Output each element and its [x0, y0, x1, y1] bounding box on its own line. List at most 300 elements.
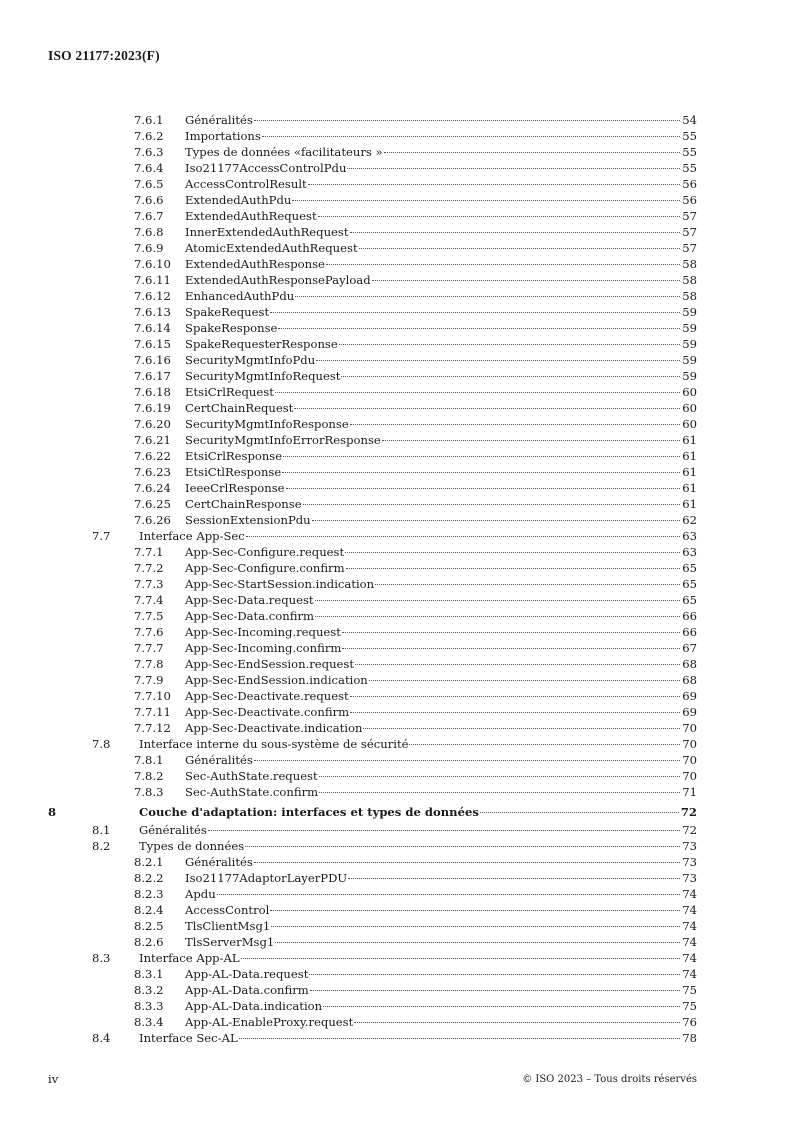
toc-entry-title: App-Sec-Deactivate.request	[185, 689, 349, 703]
dot-leader	[318, 216, 681, 217]
toc-entry-line	[139, 822, 697, 838]
toc-entry-number: 8.3.2	[134, 983, 164, 997]
toc-entry-title: Généralités	[185, 855, 253, 869]
toc-entry-title: AccessControl	[185, 903, 270, 917]
toc-entry-page: 55	[682, 129, 697, 143]
toc-entry-page: 72	[680, 805, 697, 819]
toc-entry-title: CertChainRequest	[185, 401, 294, 415]
toc-entry-title: App-Sec-StartSession.indication	[185, 577, 375, 591]
toc-entry[interactable]	[0, 352, 793, 368]
toc-entry-title: Interface Sec-AL	[139, 1031, 238, 1045]
toc-entry-title: TlsClientMsg1	[185, 919, 271, 933]
toc-entry-title: App-Sec-Deactivate.indication	[185, 721, 363, 735]
dot-leader	[254, 760, 680, 761]
toc-entry-line	[185, 240, 697, 256]
toc-entry-line	[185, 320, 697, 336]
dot-leader	[286, 488, 681, 489]
toc-entry-title: App-AL-Data.request	[185, 967, 309, 981]
dot-leader	[341, 376, 680, 377]
toc-entry[interactable]	[0, 672, 793, 688]
toc-entry-title: Couche d'adaptation: interfaces et types de données	[139, 805, 479, 819]
toc-entry[interactable]	[0, 400, 793, 416]
toc-entry-number: 7.6.5	[134, 177, 164, 191]
toc-entry-number: 8.3.4	[134, 1015, 164, 1029]
dot-leader	[350, 232, 681, 233]
toc-entry-number: 8.3	[92, 951, 111, 965]
dot-leader	[319, 792, 680, 793]
toc-entry[interactable]	[0, 902, 793, 918]
toc-entry-line	[185, 272, 697, 288]
toc-entry[interactable]	[0, 1014, 793, 1030]
toc-entry[interactable]	[0, 640, 793, 656]
toc-entry-line	[185, 624, 697, 640]
toc-entry-title: ExtendedAuthResponsePayload	[185, 273, 371, 287]
toc-entry-page: 55	[682, 161, 697, 175]
toc-entry-line	[185, 870, 697, 886]
toc-entry[interactable]	[0, 656, 793, 672]
toc-entry[interactable]	[0, 720, 793, 736]
dot-leader	[292, 200, 680, 201]
toc-entry[interactable]	[0, 822, 793, 838]
toc-entry-number: 7.6.7	[134, 209, 164, 223]
dot-leader	[323, 1006, 680, 1007]
toc-entry-line	[185, 640, 697, 656]
toc-entry-number: 7.6.2	[134, 129, 164, 143]
toc-entry-line	[185, 176, 697, 192]
dot-leader	[480, 812, 679, 813]
toc-entry-line	[185, 1014, 697, 1030]
dot-leader	[310, 990, 680, 991]
toc-entry[interactable]	[0, 320, 793, 336]
dot-leader	[342, 648, 680, 649]
toc-entry-title: SecurityMgmtInfoResponse	[185, 417, 349, 431]
toc-entry-title: Iso21177AdaptorLayerPDU	[185, 871, 348, 885]
toc-entry-number: 7.6.20	[134, 417, 171, 431]
toc-entry-line	[185, 416, 697, 432]
toc-entry-page: 54	[682, 113, 697, 127]
toc-entry-line	[185, 784, 697, 800]
toc-entry-title: App-AL-Data.indication	[185, 999, 323, 1013]
toc-entry[interactable]	[0, 192, 793, 208]
toc-entry-page: 67	[682, 641, 697, 655]
toc-entry-title: App-Sec-Data.confirm	[185, 609, 315, 623]
toc-entry-number: 7.6.6	[134, 193, 164, 207]
dot-leader	[308, 184, 681, 185]
toc-entry-page: 70	[682, 753, 697, 767]
toc-entry-page: 74	[682, 951, 697, 965]
toc-entry-page: 68	[682, 657, 697, 671]
toc-entry-title: Généralités	[185, 113, 253, 127]
toc-entry-number: 7.6.17	[134, 369, 171, 383]
dot-leader	[363, 728, 680, 729]
toc-entry-number: 8.3.3	[134, 999, 164, 1013]
toc-entry-title: AtomicExtendedAuthRequest	[185, 241, 358, 255]
toc-entry-number: 7.6.9	[134, 241, 164, 255]
toc-entry[interactable]	[0, 608, 793, 624]
toc-entry-line	[185, 368, 697, 384]
dot-leader	[339, 344, 681, 345]
toc-entry-page: 59	[682, 305, 697, 319]
toc-entry[interactable]	[0, 1030, 793, 1046]
toc-entry-page: 76	[682, 1015, 697, 1029]
toc-entry[interactable]	[0, 256, 793, 272]
toc-entry-page: 60	[682, 385, 697, 399]
toc-entry-number: 7.7.5	[134, 609, 164, 623]
toc-entry[interactable]	[0, 368, 793, 384]
toc-entry-title: CertChainResponse	[185, 497, 302, 511]
toc-entry-number: 8.1	[92, 823, 111, 837]
toc-entry[interactable]	[0, 704, 793, 720]
dot-leader	[246, 536, 680, 537]
toc-entry-title: IeeeCrlResponse	[185, 481, 285, 495]
toc-entry-number: 7.6.24	[134, 481, 171, 495]
toc-entry-page: 55	[682, 145, 697, 159]
toc-entry-number: 7.6.22	[134, 449, 171, 463]
toc-entry[interactable]	[0, 144, 793, 160]
toc-entry-number: 8.2.2	[134, 871, 164, 885]
toc-entry[interactable]	[0, 736, 793, 752]
toc-entry[interactable]	[0, 464, 793, 480]
toc-entry[interactable]	[0, 528, 793, 544]
toc-entry[interactable]	[0, 480, 793, 496]
dot-leader	[262, 136, 680, 137]
toc-entry-number: 7.6.14	[134, 321, 171, 335]
toc-entry-number: 7.6.16	[134, 353, 171, 367]
toc-entry-line	[185, 208, 697, 224]
toc-entry-line	[185, 512, 697, 528]
toc-entry-title: App-Sec-EndSession.indication	[185, 673, 368, 687]
toc-entry-number: 7.7.10	[134, 689, 171, 703]
dot-leader	[283, 456, 680, 457]
toc-entry-title: Généralités	[185, 753, 253, 767]
toc-entry[interactable]	[0, 112, 793, 128]
toc-entry-title: Types de données	[139, 839, 245, 853]
toc-entry-title: SpakeRequesterResponse	[185, 337, 338, 351]
toc-entry[interactable]	[0, 934, 793, 950]
dot-leader	[239, 1038, 681, 1039]
toc-entry-page: 73	[682, 855, 697, 869]
dot-leader	[303, 504, 681, 505]
toc-entry-line	[185, 886, 697, 902]
toc-entry[interactable]	[0, 336, 793, 352]
toc-entry-title: App-Sec-Configure.request	[185, 545, 345, 559]
toc-entry-title: Interface App-Sec	[139, 529, 245, 543]
toc-entry[interactable]	[0, 624, 793, 640]
toc-entry[interactable]	[0, 998, 793, 1014]
dot-leader	[350, 712, 680, 713]
toc-entry-number: 7.6.3	[134, 145, 164, 159]
toc-entry-title: EtsiCtlResponse	[185, 465, 282, 479]
dot-leader	[409, 744, 680, 745]
toc-entry-number: 7.6.4	[134, 161, 164, 175]
toc-entry-line	[185, 352, 697, 368]
toc-entry-page: 56	[682, 193, 697, 207]
toc-entry[interactable]	[0, 416, 793, 432]
toc-entry-title: EtsiCrlResponse	[185, 449, 283, 463]
toc-entry-page: 74	[682, 887, 697, 901]
toc-entry-line	[185, 464, 697, 480]
toc-entry-title: EnhancedAuthPdu	[185, 289, 295, 303]
toc-entry-page: 58	[682, 273, 697, 287]
toc-entry-page: 75	[682, 999, 697, 1013]
toc-entry[interactable]	[0, 160, 793, 176]
toc-entry-line	[185, 934, 697, 950]
toc-entry-line	[185, 384, 697, 400]
toc-entry-title: Sec-AuthState.confirm	[185, 785, 319, 799]
toc-entry[interactable]	[0, 982, 793, 998]
toc-entry[interactable]	[0, 886, 793, 902]
toc-entry[interactable]	[0, 784, 793, 800]
toc-entry-number: 7.8.2	[134, 769, 164, 783]
toc-entry[interactable]	[0, 752, 793, 768]
toc-entry-page: 74	[682, 919, 697, 933]
dot-leader	[382, 440, 680, 441]
toc-entry-number: 7.6.11	[134, 273, 171, 287]
toc-entry-number: 7.7.7	[134, 641, 164, 655]
toc-entry-line	[185, 224, 697, 240]
toc-entry-title: App-Sec-Configure.confirm	[185, 561, 345, 575]
toc-entry[interactable]	[0, 432, 793, 448]
page-number: iv	[48, 1072, 59, 1086]
toc-entry-page: 73	[682, 871, 697, 885]
toc-entry-title: App-Sec-Data.request	[185, 593, 314, 607]
toc-entry-page: 58	[682, 289, 697, 303]
toc-entry-page: 61	[682, 497, 697, 511]
toc-entry[interactable]	[0, 240, 793, 256]
toc-entry[interactable]	[0, 176, 793, 192]
toc-entry-line	[185, 982, 697, 998]
toc-entry[interactable]	[0, 496, 793, 512]
toc-entry-number: 7.8	[92, 737, 111, 751]
toc-entry-page: 56	[682, 177, 697, 191]
toc-entry[interactable]	[0, 768, 793, 784]
toc-entry[interactable]	[0, 592, 793, 608]
toc-entry-line	[185, 400, 697, 416]
toc-entry[interactable]	[0, 966, 793, 982]
toc-entry-title: ExtendedAuthPdu	[185, 193, 292, 207]
toc-entry-number: 7.7	[92, 529, 111, 543]
dot-leader	[347, 168, 680, 169]
toc-entry-number: 8	[48, 805, 57, 819]
dot-leader	[208, 830, 680, 831]
dot-leader	[319, 776, 681, 777]
toc-entry[interactable]	[0, 208, 793, 224]
toc-entry[interactable]	[0, 870, 793, 886]
toc-entry[interactable]	[0, 384, 793, 400]
dot-leader	[316, 360, 680, 361]
toc-entry-title: InnerExtendedAuthRequest	[185, 225, 349, 239]
toc-entry-line	[185, 496, 697, 512]
toc-entry-page: 74	[682, 967, 697, 981]
toc-entry-line	[185, 576, 697, 592]
toc-entry[interactable]	[0, 128, 793, 144]
toc-entry-line	[185, 192, 697, 208]
toc-entry-title: AccessControlResult	[185, 177, 307, 191]
dot-leader	[350, 696, 681, 697]
toc-entry-number: 7.7.1	[134, 545, 164, 559]
toc-entry-line	[185, 592, 697, 608]
toc-entry[interactable]	[0, 918, 793, 934]
toc-entry-line	[185, 128, 697, 144]
toc-entry-page: 75	[682, 983, 697, 997]
toc-entry[interactable]	[0, 272, 793, 288]
toc-entry-title: Types de données «facilitateurs »	[185, 145, 383, 159]
toc-entry-page: 61	[682, 449, 697, 463]
toc-entry-number: 7.6.19	[134, 401, 171, 415]
toc-entry-number: 7.6.26	[134, 513, 171, 527]
toc-entry-line	[185, 966, 697, 982]
toc-entry-page: 60	[682, 417, 697, 431]
toc-entry-page: 59	[682, 353, 697, 367]
toc-entry-number: 8.2.1	[134, 855, 164, 869]
toc-entry[interactable]	[0, 512, 793, 528]
dot-leader	[315, 600, 681, 601]
dot-leader	[294, 408, 680, 409]
toc-entry[interactable]	[0, 560, 793, 576]
dot-leader	[342, 632, 680, 633]
toc-entry-line	[185, 704, 697, 720]
toc-entry[interactable]	[0, 950, 793, 966]
toc-entry-number: 7.6.1	[134, 113, 164, 127]
dot-leader	[315, 616, 680, 617]
dot-leader	[375, 584, 680, 585]
dot-leader	[345, 552, 680, 553]
toc-entry-line	[185, 918, 697, 934]
toc-entry-number: 7.6.12	[134, 289, 171, 303]
toc-entry-number: 7.6.23	[134, 465, 171, 479]
toc-entry-page: 68	[682, 673, 697, 687]
toc-entry-title: SecurityMgmtInfoPdu	[185, 353, 316, 367]
dot-leader	[326, 264, 680, 265]
dot-leader	[372, 280, 681, 281]
toc-entry[interactable]	[0, 804, 793, 820]
toc-entry[interactable]	[0, 576, 793, 592]
toc-entry-number: 7.6.18	[134, 385, 171, 399]
toc-entry-title: SessionExtensionPdu	[185, 513, 311, 527]
toc-entry-number: 7.7.3	[134, 577, 164, 591]
toc-entry-page: 63	[682, 545, 697, 559]
dot-leader	[275, 942, 680, 943]
toc-entry-page: 65	[682, 561, 697, 575]
toc-entry-line	[185, 656, 697, 672]
toc-entry-title: SpakeRequest	[185, 305, 270, 319]
toc-entry-page: 57	[682, 225, 697, 239]
toc-entry[interactable]	[0, 288, 793, 304]
toc-entry-line	[139, 1030, 697, 1046]
toc-entry-title: SpakeResponse	[185, 321, 278, 335]
toc-entry-number: 8.3.1	[134, 967, 164, 981]
toc-entry[interactable]	[0, 854, 793, 870]
toc-entry-title: App-Sec-Deactivate.confirm	[185, 705, 350, 719]
dot-leader	[217, 894, 681, 895]
toc-entry-page: 72	[682, 823, 697, 837]
toc-entry-page: 59	[682, 337, 697, 351]
toc-entry[interactable]	[0, 688, 793, 704]
toc-entry-line	[185, 112, 697, 128]
dot-leader	[275, 392, 680, 393]
dot-leader	[295, 296, 680, 297]
dot-leader	[241, 958, 681, 959]
dot-leader	[254, 120, 680, 121]
toc-entry-page: 62	[682, 513, 697, 527]
toc-entry-line	[185, 480, 697, 496]
toc-entry-line	[185, 144, 697, 160]
toc-entry-line	[139, 736, 697, 752]
toc-entry-number: 8.4	[92, 1031, 111, 1045]
toc-entry-line	[185, 448, 697, 464]
toc-entry-line	[185, 768, 697, 784]
toc-entry-number: 8.2.6	[134, 935, 164, 949]
toc-entry-line	[185, 998, 697, 1014]
toc-entry-page: 70	[682, 721, 697, 735]
toc-entry-title: ExtendedAuthResponse	[185, 257, 325, 271]
toc-entry-title: Sec-AuthState.request	[185, 769, 318, 783]
dot-leader	[309, 974, 680, 975]
toc-entry-line	[185, 752, 697, 768]
toc-entry-line	[185, 336, 697, 352]
toc-entry-number: 8.2.5	[134, 919, 164, 933]
toc-entry-number: 7.7.12	[134, 721, 171, 735]
dot-leader	[270, 910, 680, 911]
toc-entry-line	[185, 688, 697, 704]
toc-entry-line	[185, 288, 697, 304]
dot-leader	[384, 152, 681, 153]
toc-entry-number: 7.6.13	[134, 305, 171, 319]
toc-entry-number: 7.8.3	[134, 785, 164, 799]
toc-entry-number: 7.7.6	[134, 625, 164, 639]
toc-entry-line	[139, 838, 697, 854]
toc-entry-page: 63	[682, 529, 697, 543]
toc-entry-number: 8.2.3	[134, 887, 164, 901]
toc-entry-page: 71	[682, 785, 697, 799]
toc-entry-page: 78	[682, 1031, 697, 1045]
toc-entry-page: 70	[682, 769, 697, 783]
toc-entry-line	[185, 902, 697, 918]
toc-entry-page: 60	[682, 401, 697, 415]
toc-entry-title: App-Sec-Incoming.confirm	[185, 641, 342, 655]
toc-entry-page: 66	[682, 625, 697, 639]
toc-entry[interactable]	[0, 838, 793, 854]
toc-entry[interactable]	[0, 448, 793, 464]
toc-entry-line	[185, 432, 697, 448]
toc-entry-page: 59	[682, 369, 697, 383]
toc-entry-title: Apdu	[185, 887, 216, 901]
toc-entry-page: 58	[682, 257, 697, 271]
toc-entry-line	[185, 544, 697, 560]
toc-entry-number: 7.6.21	[134, 433, 171, 447]
toc-entry-number: 7.7.9	[134, 673, 164, 687]
dot-leader	[271, 926, 680, 927]
toc-entry-number: 7.6.8	[134, 225, 164, 239]
toc-entry[interactable]	[0, 544, 793, 560]
toc-entry-title: Importations	[185, 129, 261, 143]
toc-entry-page: 66	[682, 609, 697, 623]
toc-entry-title: ExtendedAuthRequest	[185, 209, 317, 223]
toc-entry-number: 7.7.11	[134, 705, 171, 719]
toc-entry-line	[185, 560, 697, 576]
toc-entry[interactable]	[0, 304, 793, 320]
toc-entry-page: 74	[682, 935, 697, 949]
toc-entry[interactable]	[0, 224, 793, 240]
toc-entry-number: 7.6.15	[134, 337, 171, 351]
dot-leader	[278, 328, 680, 329]
toc-entry-number: 7.6.10	[134, 257, 171, 271]
toc-entry-number: 7.8.1	[134, 753, 164, 767]
toc-entry-title: SecurityMgmtInfoErrorResponse	[185, 433, 381, 447]
toc-entry-title: Interface App-AL	[139, 951, 240, 965]
toc-entry-line	[185, 854, 697, 870]
toc-entry-line	[185, 608, 697, 624]
